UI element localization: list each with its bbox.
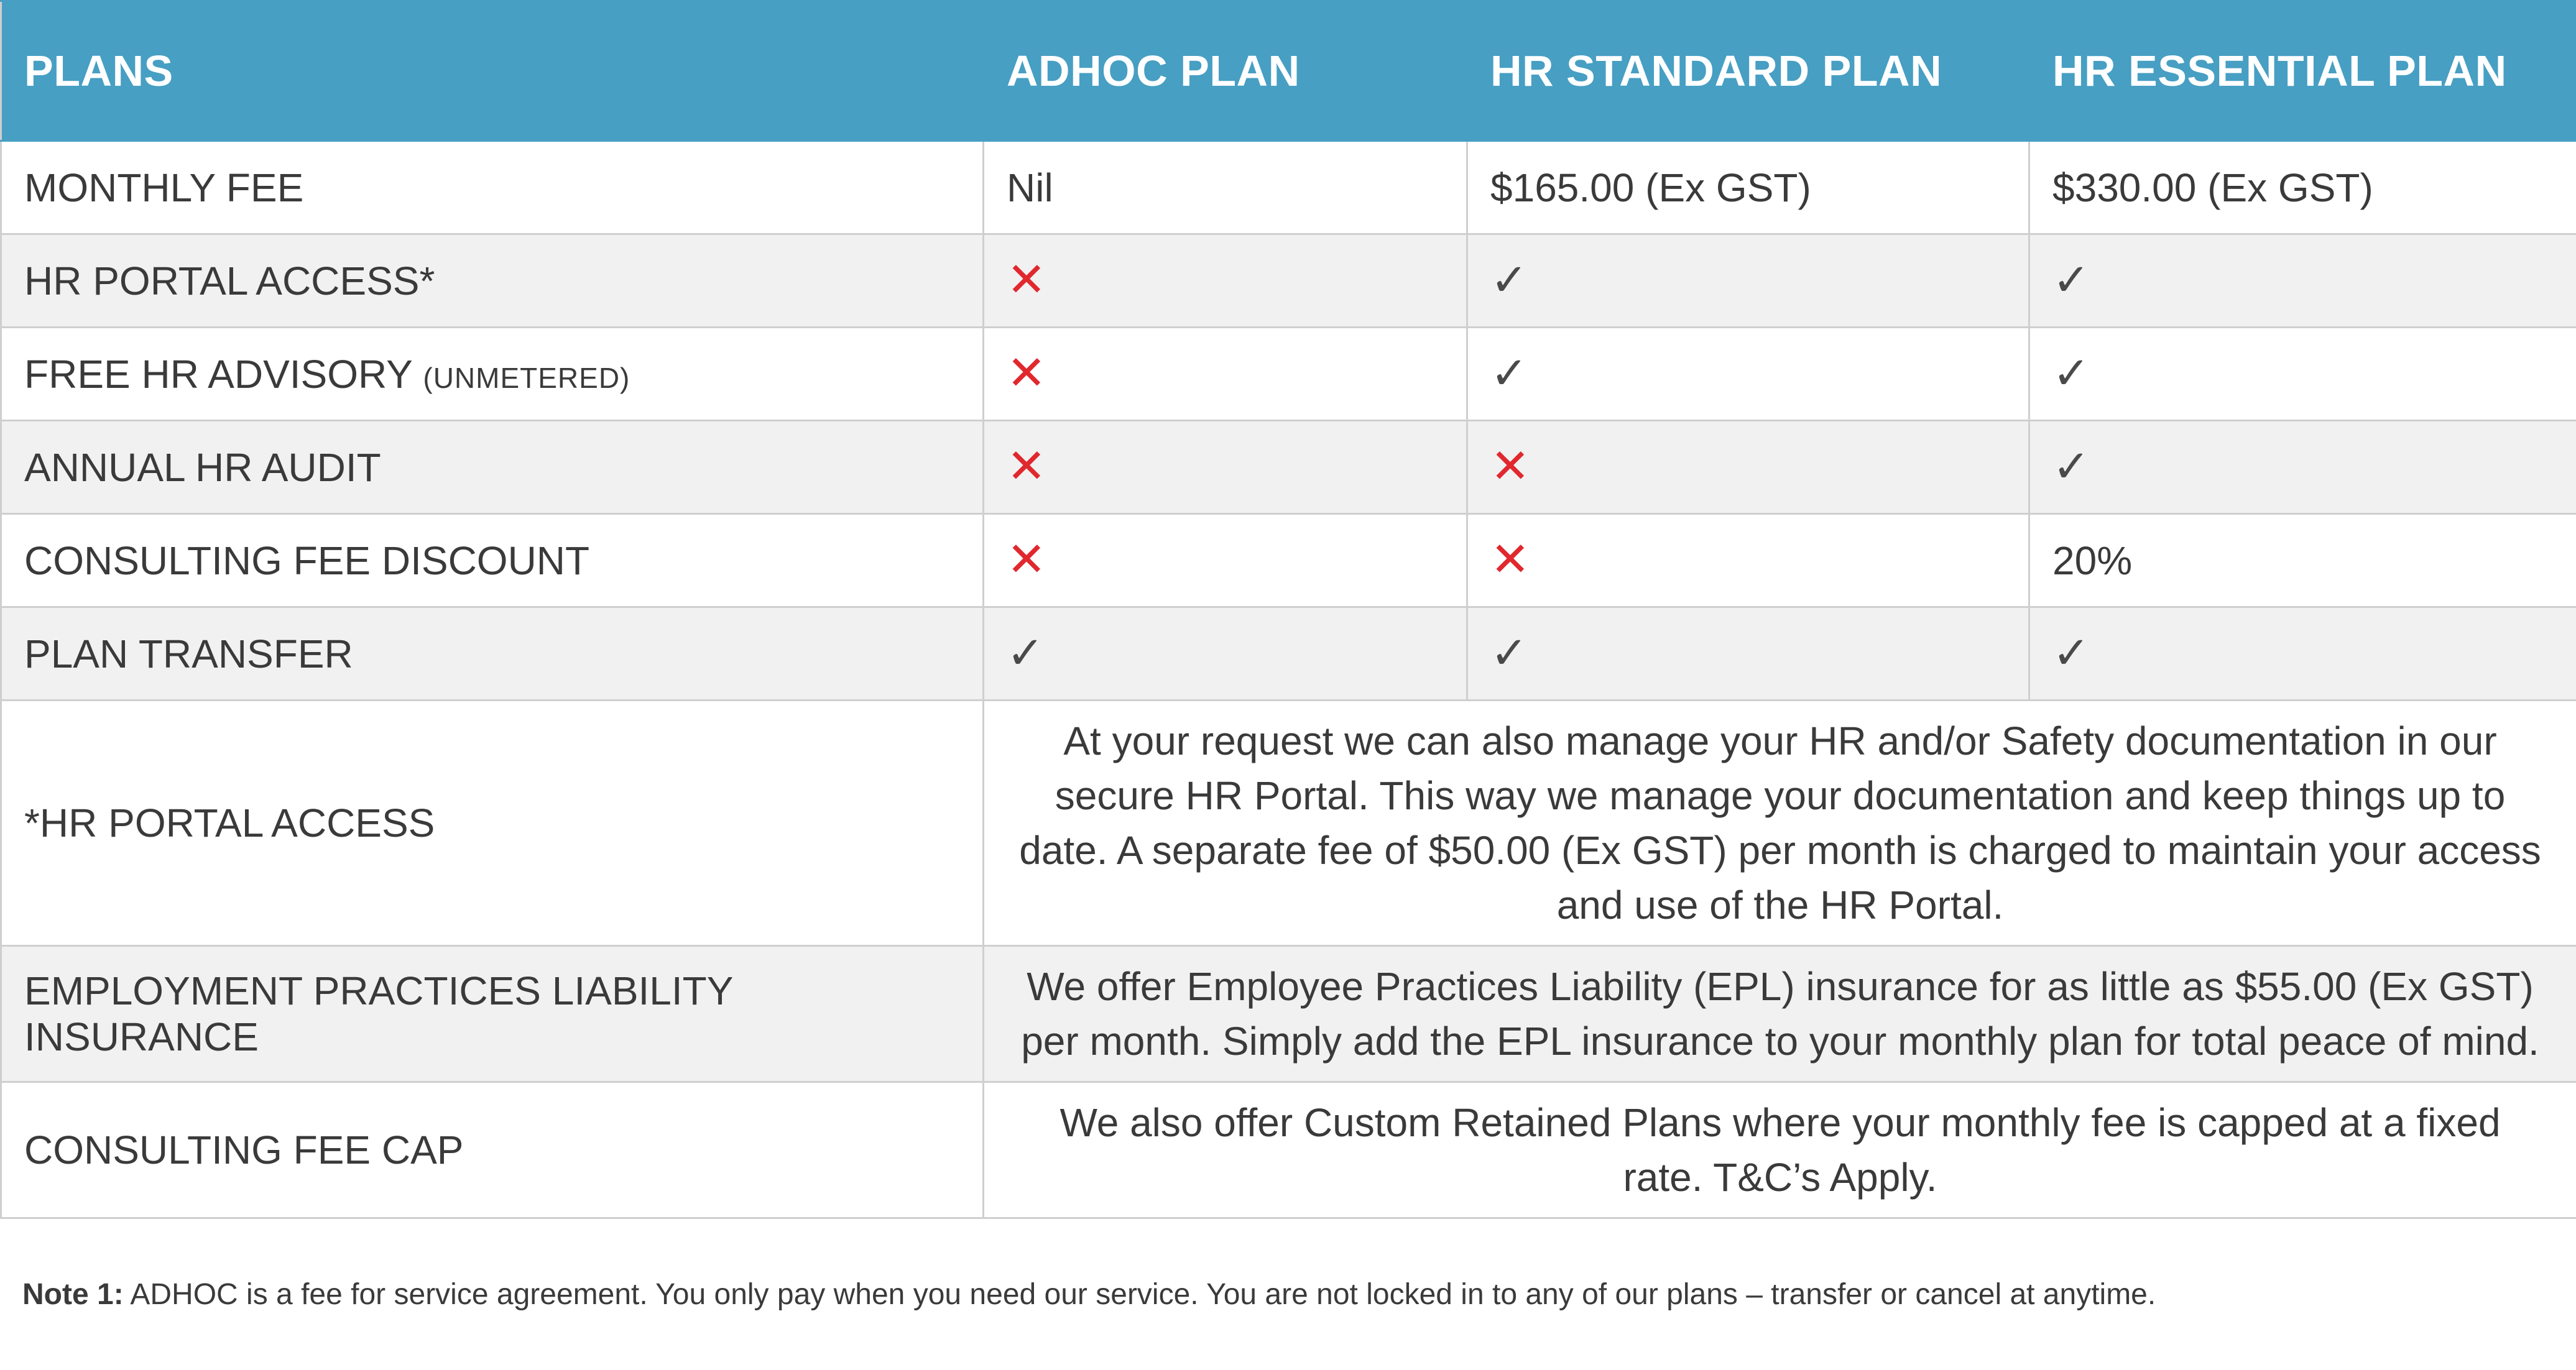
adhoc-value xyxy=(984,328,1467,421)
adhoc-value xyxy=(984,514,1467,607)
row-label-text: FREE HR ADVISORY xyxy=(24,351,412,397)
row-free-hr-advisory xyxy=(1,328,2576,421)
row-plan-transfer xyxy=(1,607,2576,701)
row-hr-portal-access xyxy=(1,234,2576,328)
row-label: PLAN TRANSFER xyxy=(1,607,984,701)
row-label: HR PORTAL ACCESS* xyxy=(1,234,984,328)
footnote xyxy=(22,1277,2156,1312)
row-label-note: (UNMETERED) xyxy=(423,361,630,394)
adhoc-value xyxy=(984,421,1467,514)
essential-value xyxy=(2029,234,2576,328)
essential-value: 20% xyxy=(2029,514,2576,607)
check-icon: ✓ xyxy=(2052,253,2090,306)
row-consulting-fee-discount xyxy=(1,514,2576,607)
cross-icon: ✕ xyxy=(1007,345,1046,400)
standard-value xyxy=(1467,421,2029,514)
row-hr-portal-access-note xyxy=(1,701,2576,946)
check-icon: ✓ xyxy=(2052,626,2090,679)
header-plans: PLANS xyxy=(1,1,984,141)
check-icon: ✓ xyxy=(1007,626,1045,679)
cross-icon: ✕ xyxy=(1007,438,1046,494)
row-annual-hr-audit xyxy=(1,421,2576,514)
footnote-text: ADHOC is a fee for service agreement. You only pay when you need our service. You are not locked in to any of our plans – transfer or cancel at anytime. xyxy=(123,1278,2156,1311)
standard-value xyxy=(1467,514,2029,607)
footnote-label: Note 1: xyxy=(22,1278,124,1311)
check-icon: ✓ xyxy=(2052,439,2090,492)
row-consulting-fee-cap xyxy=(1,1082,2576,1218)
row-label: CONSULTING FEE DISCOUNT xyxy=(1,514,984,607)
row-description: We also offer Custom Retained Plans where your monthly fee is capped at a fixed rate. T&C’s Apply. xyxy=(984,1082,2576,1218)
header-adhoc-plan: ADHOC PLAN xyxy=(984,1,1467,141)
header-row xyxy=(1,1,2576,141)
row-label: MONTHLY FEE xyxy=(1,141,984,234)
row-label: CONSULTING FEE CAP xyxy=(1,1082,984,1218)
adhoc-value xyxy=(984,607,1467,701)
standard-value xyxy=(1467,607,2029,701)
header-hr-essential-plan: HR ESSENTIAL PLAN xyxy=(2029,1,2576,141)
essential-value xyxy=(2029,328,2576,421)
row-label: ANNUAL HR AUDIT xyxy=(1,421,984,514)
row-label: EMPLOYMENT PRACTICES LIABILITY INSURANCE xyxy=(1,946,984,1082)
standard-value: $165.00 (Ex GST) xyxy=(1467,141,2029,234)
standard-value xyxy=(1467,234,2029,328)
check-icon: ✓ xyxy=(2052,346,2090,399)
cross-icon: ✕ xyxy=(1490,438,1530,494)
row-label xyxy=(1,328,984,421)
check-icon: ✓ xyxy=(1490,253,1528,306)
row-description: At your request we can also manage your HR and/or Safety documentation in our secure HR Portal. This way we manage your documentation and keep things up to date. A separate fee of $50.00 (Ex GST) per month is charged to maintain your access and use of the HR Portal. xyxy=(984,701,2576,946)
row-description: We offer Employee Practices Liability (EPL) insurance for as little as $55.00 (Ex GST) per month. Simply add the EPL insurance to your monthly plan for total peace of mind. xyxy=(984,946,2576,1082)
cross-icon: ✕ xyxy=(1007,531,1046,587)
essential-value: $330.00 (Ex GST) xyxy=(2029,141,2576,234)
cross-icon: ✕ xyxy=(1007,252,1046,307)
adhoc-value: Nil xyxy=(984,141,1467,234)
header-hr-standard-plan: HR STANDARD PLAN xyxy=(1467,1,2029,141)
cross-icon: ✕ xyxy=(1490,531,1530,587)
adhoc-value xyxy=(984,234,1467,328)
essential-value xyxy=(2029,421,2576,514)
essential-value xyxy=(2029,607,2576,701)
standard-value xyxy=(1467,328,2029,421)
check-icon: ✓ xyxy=(1490,346,1528,399)
row-employment-practices-liability-insurance xyxy=(1,946,2576,1082)
check-icon: ✓ xyxy=(1490,626,1528,679)
row-monthly-fee xyxy=(1,141,2576,234)
row-label: *HR PORTAL ACCESS xyxy=(1,701,984,946)
